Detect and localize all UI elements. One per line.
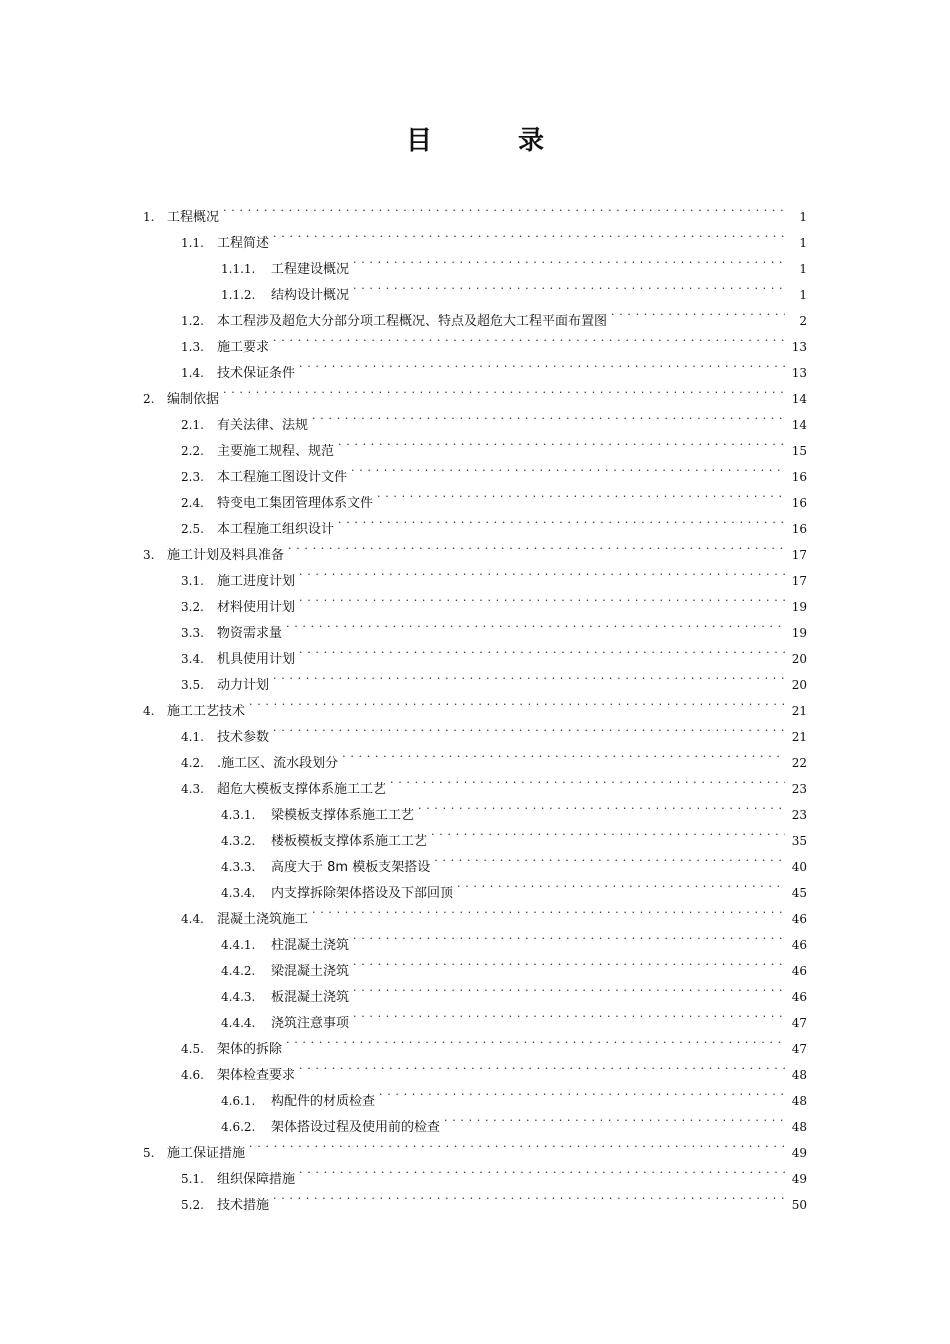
toc-entry-page: 50 (791, 1198, 807, 1212)
toc-entry-title: 超危大模板支撑体系施工工艺 (217, 782, 387, 797)
toc-dot-leader (299, 585, 785, 611)
toc-dot-leader (342, 741, 785, 767)
toc-entry-number: 4.4.3. (221, 990, 256, 1004)
toc-entry-page: 48 (791, 1068, 807, 1082)
toc-entry-number: 4.3. (181, 782, 204, 796)
toc-entry-page: 2 (799, 314, 807, 328)
toc-entry-page: 17 (791, 548, 807, 562)
table-of-contents (143, 195, 807, 1213)
toc-entry-title: 工程建设概况 (271, 262, 350, 277)
toc-entry-number: 4.3.2. (221, 834, 256, 848)
toc-entry-number: 4.4.2. (221, 964, 256, 978)
toc-entry-number: 4.4.1. (221, 938, 256, 952)
toc-dot-leader (611, 299, 785, 325)
toc-entry-title: 浇筑注意事项 (271, 1016, 350, 1031)
toc-entry-number: 4.3.1. (221, 808, 256, 822)
toc-entry-title: 混凝土浇筑施工 (217, 912, 309, 927)
toc-entry-page: 49 (791, 1146, 807, 1160)
toc-dot-leader (431, 819, 785, 845)
toc-entry-page: 20 (791, 678, 807, 692)
toc-dot-leader (457, 871, 785, 897)
toc-entry-title: 组织保障措施 (217, 1172, 296, 1187)
toc-entry-page: 16 (791, 470, 807, 484)
toc-entry-number: 4.6.2. (221, 1120, 256, 1134)
toc-dot-leader (273, 663, 785, 689)
toc-dot-leader (353, 923, 785, 949)
toc-dot-leader (353, 949, 785, 975)
toc-entry-page: 46 (791, 912, 807, 926)
toc-entry-title: 架体检查要求 (217, 1068, 296, 1083)
toc-entry-number: 2.5. (181, 522, 204, 536)
toc-entry-page: 20 (791, 652, 807, 666)
toc-entry-title: 主要施工规程、规范 (217, 444, 335, 459)
toc-entry-title: 施工要求 (217, 340, 270, 355)
toc-entry-title: 施工计划及料具准备 (167, 548, 285, 563)
toc-entry[interactable] (143, 377, 807, 407)
toc-dot-leader (249, 1131, 785, 1157)
toc-dot-leader (353, 273, 785, 299)
toc-entry-title: 施工保证措施 (167, 1146, 246, 1161)
toc-entry-title: 物资需求量 (217, 626, 283, 641)
toc-entry-number: 4.1. (181, 730, 204, 744)
toc-dot-leader (299, 351, 785, 377)
toc-entry-page: 13 (791, 366, 807, 380)
toc-dot-leader (249, 689, 785, 715)
toc-entry-number: 4.6.1. (221, 1094, 256, 1108)
toc-entry-page: 48 (791, 1094, 807, 1108)
toc-dot-leader (273, 221, 785, 247)
toc-entry[interactable] (143, 403, 807, 433)
toc-entry-page: 14 (791, 418, 807, 432)
toc-entry-title: 架体的拆除 (217, 1042, 283, 1057)
toc-entry-page: 1 (799, 262, 807, 276)
toc-dot-leader (299, 1053, 785, 1079)
toc-entry-title: 结构设计概况 (271, 288, 350, 303)
toc-dot-leader (390, 767, 785, 793)
toc-entry-title: 技术措施 (217, 1198, 270, 1213)
toc-dot-leader (312, 897, 785, 923)
toc-entry-page: 21 (791, 704, 807, 718)
title-char-1: 目 (405, 126, 432, 156)
toc-entry-number: 4. (143, 704, 155, 718)
toc-entry-page: 47 (791, 1042, 807, 1056)
toc-entry-title: .施工区、流水段划分 (217, 756, 339, 771)
toc-entry-number: 2.1. (181, 418, 204, 432)
toc-dot-leader (351, 455, 785, 481)
toc-entry-page: 1 (799, 236, 807, 250)
toc-entry-title: 特变电工集团管理体系文件 (217, 496, 374, 511)
toc-entry-page: 15 (791, 444, 807, 458)
toc-dot-leader (286, 1027, 785, 1053)
toc-entry-title: 架体搭设过程及使用前的检查 (271, 1120, 441, 1135)
toc-entry-title: 技术保证条件 (217, 366, 296, 381)
toc-dot-leader (353, 247, 785, 273)
toc-entry-page: 46 (791, 964, 807, 978)
toc-entry-title: 梁混凝土浇筑 (271, 964, 350, 979)
toc-entry-page: 19 (791, 626, 807, 640)
toc-entry-number: 3.4. (181, 652, 204, 666)
toc-entry-title: 机具使用计划 (217, 652, 296, 667)
toc-entry-number: 1. (143, 210, 155, 224)
toc-dot-leader (223, 195, 785, 221)
title-char-2: 录 (518, 126, 545, 156)
toc-entry-number: 4.4. (181, 912, 204, 926)
toc-entry-number: 3.2. (181, 600, 204, 614)
toc-dot-leader (434, 845, 785, 871)
toc-entry-page: 17 (791, 574, 807, 588)
toc-dot-leader (273, 325, 785, 351)
toc-entry-title: 施工工艺技术 (167, 704, 246, 719)
toc-entry-page: 19 (791, 600, 807, 614)
toc-entry-page: 22 (791, 756, 807, 770)
toc-entry-title: 梁模板支撑体系施工工艺 (271, 808, 415, 823)
toc-entry-number: 4.3.4. (221, 886, 256, 900)
toc-entry-title: 工程简述 (217, 236, 270, 251)
toc-entry-number: 5. (143, 1146, 155, 1160)
toc-entry-number: 3. (143, 548, 155, 562)
toc-entry-title: 本工程施工图设计文件 (217, 470, 348, 485)
toc-entry-page: 21 (791, 730, 807, 744)
toc-entry-number: 2.3. (181, 470, 204, 484)
toc-entry-number: 1.3. (181, 340, 204, 354)
toc-entry-page: 13 (791, 340, 807, 354)
toc-entry[interactable] (143, 221, 807, 251)
toc-entry-title: 材料使用计划 (217, 600, 296, 615)
toc-entry-number: 3.3. (181, 626, 204, 640)
toc-entry-title: 工程概况 (167, 210, 220, 225)
toc-dot-leader (223, 377, 785, 403)
toc-entry-number: 1.1.2. (221, 288, 256, 302)
toc-entry-page: 46 (791, 938, 807, 952)
toc-entry-page: 48 (791, 1120, 807, 1134)
toc-dot-leader (299, 559, 785, 585)
toc-entry-number: 1.1. (181, 236, 204, 250)
toc-entry-number: 5.2. (181, 1198, 204, 1212)
toc-entry-page: 47 (791, 1016, 807, 1030)
toc-entry-number: 4.5. (181, 1042, 204, 1056)
toc-entry-number: 3.1. (181, 574, 204, 588)
toc-entry-number: 4.4.4. (221, 1016, 256, 1030)
toc-entry-number: 4.2. (181, 756, 204, 770)
toc-entry-title: 本工程施工组织设计 (217, 522, 335, 537)
page-title (0, 124, 950, 158)
toc-entry-title: 编制依据 (167, 392, 220, 407)
toc-dot-leader (273, 715, 785, 741)
toc-entry-number: 1.2. (181, 314, 204, 328)
toc-entry-title: 施工进度计划 (217, 574, 296, 589)
toc-entry-title: 楼板模板支撑体系施工工艺 (271, 834, 428, 849)
toc-dot-leader (273, 1183, 785, 1209)
toc-dot-leader (338, 429, 785, 455)
toc-dot-leader (379, 1079, 785, 1105)
toc-entry-title: 柱混凝土浇筑 (271, 938, 350, 953)
toc-entry-page: 16 (791, 522, 807, 536)
toc-entry[interactable] (143, 195, 807, 225)
toc-entry-number: 1.1.1. (221, 262, 256, 276)
toc-dot-leader (288, 533, 785, 559)
toc-entry-number: 5.1. (181, 1172, 204, 1186)
toc-dot-leader (299, 1157, 785, 1183)
toc-entry-page: 23 (791, 782, 807, 796)
toc-entry-number: 1.4. (181, 366, 204, 380)
toc-entry-number: 2.4. (181, 496, 204, 510)
toc-entry-number: 3.5. (181, 678, 204, 692)
toc-entry-title: 内支撑拆除架体搭设及下部回顶 (271, 886, 454, 901)
toc-entry-page: 46 (791, 990, 807, 1004)
toc-entry-page: 1 (799, 210, 807, 224)
toc-entry-page: 49 (791, 1172, 807, 1186)
toc-entry-title: 构配件的材质检查 (271, 1094, 376, 1109)
toc-entry-page: 35 (791, 834, 807, 848)
toc-entry-page: 23 (791, 808, 807, 822)
toc-dot-leader (299, 637, 785, 663)
toc-entry-page: 16 (791, 496, 807, 510)
toc-entry-title: 高度大于 8m 模板支架搭设 (271, 860, 431, 875)
toc-entry-page: 14 (791, 392, 807, 406)
toc-entry-page: 45 (791, 886, 807, 900)
toc-entry-title: 有关法律、法规 (217, 418, 309, 433)
toc-dot-leader (338, 507, 785, 533)
toc-entry-page: 1 (799, 288, 807, 302)
toc-entry-number: 2.2. (181, 444, 204, 458)
toc-entry-title: 技术参数 (217, 730, 270, 745)
toc-dot-leader (286, 611, 785, 637)
toc-entry-number: 2. (143, 392, 155, 406)
toc-dot-leader (353, 975, 785, 1001)
toc-entry-page: 40 (791, 860, 807, 874)
toc-entry-title: 动力计划 (217, 678, 270, 693)
toc-dot-leader (353, 1001, 785, 1027)
toc-entry-number: 4.3.3. (221, 860, 256, 874)
toc-entry-number: 4.6. (181, 1068, 204, 1082)
toc-entry-title: 本工程涉及超危大分部分项工程概况、特点及超危大工程平面布置图 (217, 314, 608, 329)
toc-dot-leader (312, 403, 785, 429)
toc-dot-leader (444, 1105, 785, 1131)
toc-entry-title: 板混凝土浇筑 (271, 990, 350, 1005)
toc-dot-leader (418, 793, 785, 819)
toc-dot-leader (377, 481, 785, 507)
